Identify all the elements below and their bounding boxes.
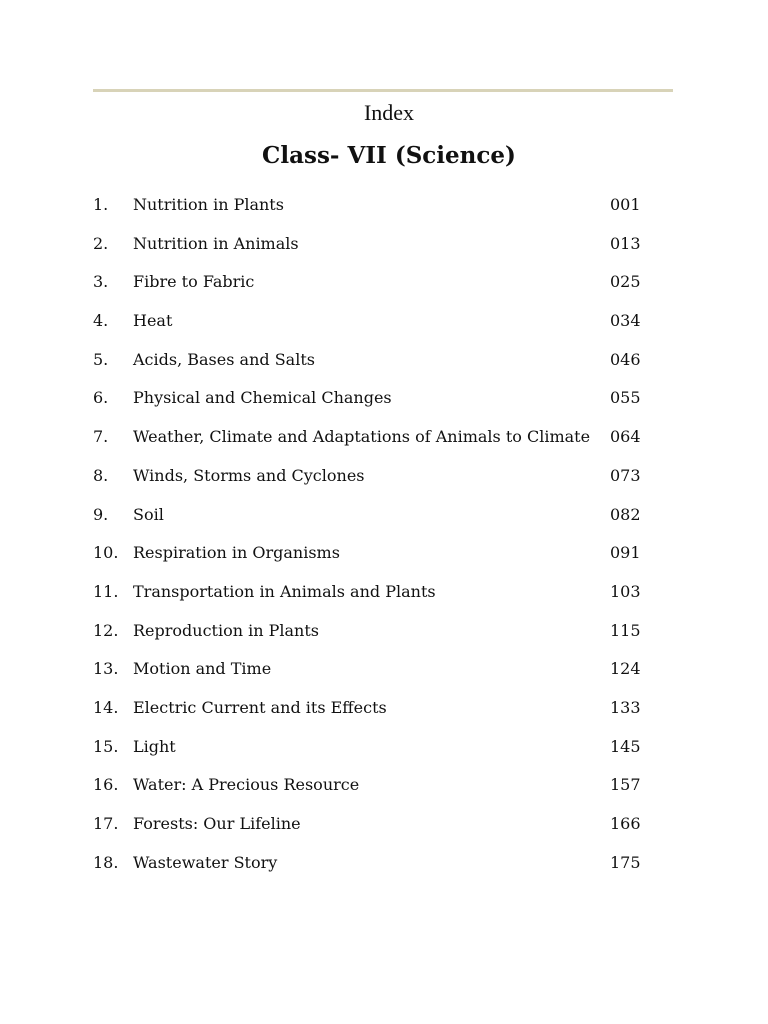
entry-page: 001 xyxy=(610,195,641,214)
entry-title: Forests: Our Lifeline xyxy=(133,814,301,833)
entry-title: Transportation in Animals and Plants xyxy=(133,581,436,601)
entry-page: 091 xyxy=(610,543,641,563)
entry-number: 6. xyxy=(93,388,109,408)
entry-number: 5. xyxy=(93,349,109,369)
toc-entry xyxy=(93,541,673,580)
entry-page: 103 xyxy=(610,581,641,601)
entry-title: Light xyxy=(133,736,176,756)
entry-title: Wastewater Story xyxy=(133,852,278,872)
toc-entry xyxy=(93,348,673,387)
entry-number: 13. xyxy=(93,659,119,679)
entry-number: 18. xyxy=(93,852,119,872)
entry-page: 013 xyxy=(610,233,641,253)
toc-entry xyxy=(93,309,673,348)
entry-page: 145 xyxy=(610,736,641,756)
entry-page: 115 xyxy=(610,620,641,640)
entry-title: Motion and Time xyxy=(133,659,272,679)
entry-number: 16. xyxy=(93,775,119,795)
entry-page: 064 xyxy=(610,427,641,447)
entry-page: 025 xyxy=(610,272,641,292)
toc-entry xyxy=(93,696,673,735)
entry-page: 073 xyxy=(610,465,641,485)
entry-number: 12. xyxy=(93,620,119,640)
table-of-contents xyxy=(93,193,673,889)
entry-title: Reproduction in Plants xyxy=(133,620,319,640)
index-heading: Index xyxy=(363,100,415,125)
entry-page: 046 xyxy=(610,349,641,369)
entry-title: Water: A Precious Resource xyxy=(133,775,360,795)
entry-number: 15. xyxy=(93,736,119,756)
entry-title: Weather, Climate and Adaptations of Animals to Climate xyxy=(133,427,591,447)
toc-entry xyxy=(93,851,673,890)
top-rule xyxy=(93,89,673,92)
toc-entry xyxy=(93,270,673,309)
entry-number: 9. xyxy=(93,504,109,524)
entry-number: 8. xyxy=(93,465,109,485)
entry-page: 166 xyxy=(610,814,641,833)
entry-number: 2. xyxy=(93,233,109,253)
entry-title: Acids, Bases and Salts xyxy=(133,349,315,369)
entry-number: 7. xyxy=(93,427,109,447)
entry-title: Electric Current and its Effects xyxy=(133,697,387,717)
toc-entry xyxy=(93,619,673,658)
entry-title: Fibre to Fabric xyxy=(133,272,255,292)
toc-entry xyxy=(93,657,673,696)
toc-entry xyxy=(93,773,673,812)
toc-entry xyxy=(93,503,673,542)
toc-entry xyxy=(93,580,673,619)
entry-title: Soil xyxy=(133,504,164,524)
entry-title: Respiration in Organisms xyxy=(133,543,340,563)
entry-page: 157 xyxy=(610,775,641,795)
toc-entry xyxy=(93,735,673,774)
entry-number: 4. xyxy=(93,311,109,331)
entry-title: Physical and Chemical Changes xyxy=(133,388,392,408)
class-title: Class- VII (Science) xyxy=(262,142,516,169)
entry-number: 11. xyxy=(93,581,119,601)
toc-entry xyxy=(93,425,673,464)
entry-title: Nutrition in Animals xyxy=(133,233,299,253)
entry-page: 034 xyxy=(610,311,641,331)
entry-page: 133 xyxy=(610,697,641,717)
toc-entry xyxy=(93,193,673,232)
entry-page: 175 xyxy=(610,852,641,872)
entry-number: 10. xyxy=(93,543,119,563)
toc-entry xyxy=(93,232,673,271)
toc-entry xyxy=(93,464,673,503)
entry-page: 082 xyxy=(610,504,641,524)
toc-entry xyxy=(93,812,673,851)
entry-page: 124 xyxy=(610,659,641,679)
entry-title: Winds, Storms and Cyclones xyxy=(133,465,365,485)
toc-entry xyxy=(93,386,673,425)
entry-page: 055 xyxy=(610,388,641,408)
entry-number: 1. xyxy=(93,195,109,214)
entry-number: 17. xyxy=(93,814,119,833)
entry-title: Nutrition in Plants xyxy=(133,195,284,214)
entry-number: 14. xyxy=(93,697,119,717)
entry-number: 3. xyxy=(93,272,109,292)
entry-title: Heat xyxy=(133,311,173,331)
